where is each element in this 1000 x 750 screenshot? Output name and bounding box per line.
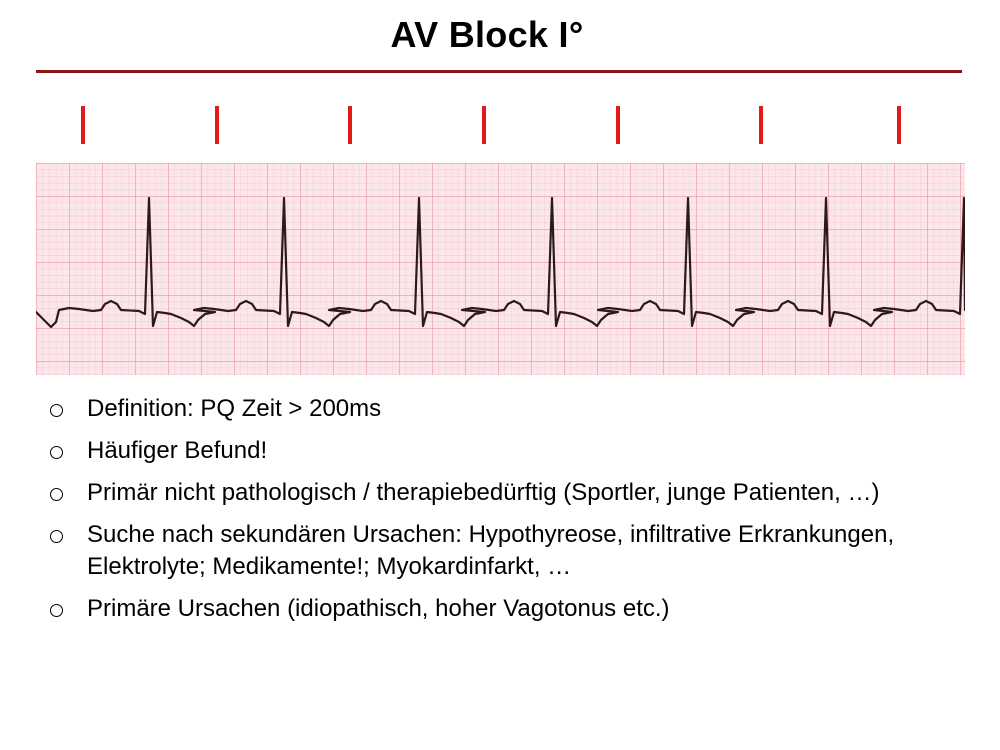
circle-bullet-icon [50, 404, 63, 417]
bullet-item [50, 519, 970, 583]
r-wave-marker [759, 106, 763, 144]
ecg-grid [36, 163, 965, 375]
bullet-item [50, 593, 970, 625]
bullet-item [50, 393, 970, 425]
bullet-text: Primäre Ursachen (idiopathisch, hoher Vagotonus etc.) [87, 595, 670, 622]
ecg-strip [36, 163, 965, 375]
title-divider [36, 70, 962, 73]
circle-bullet-icon [50, 530, 63, 543]
r-wave-marker [81, 106, 85, 144]
circle-bullet-icon [50, 446, 63, 459]
r-wave-marker [348, 106, 352, 144]
bullet-item [50, 477, 970, 509]
bullet-item [50, 435, 970, 467]
circle-bullet-icon [50, 488, 63, 501]
r-wave-marker [215, 106, 219, 144]
r-wave-marker [897, 106, 901, 144]
bullet-text: Häufiger Befund! [87, 437, 268, 464]
r-wave-marker [482, 106, 486, 144]
bullet-text: Definition: PQ Zeit > 200ms [87, 395, 382, 422]
bullet-list [50, 393, 970, 635]
circle-bullet-icon [50, 604, 63, 617]
r-wave-marker [616, 106, 620, 144]
bullet-text: Primär nicht pathologisch / therapiebedürftig (Sportler, junge Patienten, …) [87, 479, 880, 506]
bullet-text: Suche nach sekundären Ursachen: Hypothyreose, infiltrative Erkrankungen, Elektrolyte; Medikamente!; Myokardinfarkt, … [87, 521, 895, 580]
slide-title: AV Block I° [390, 14, 584, 55]
